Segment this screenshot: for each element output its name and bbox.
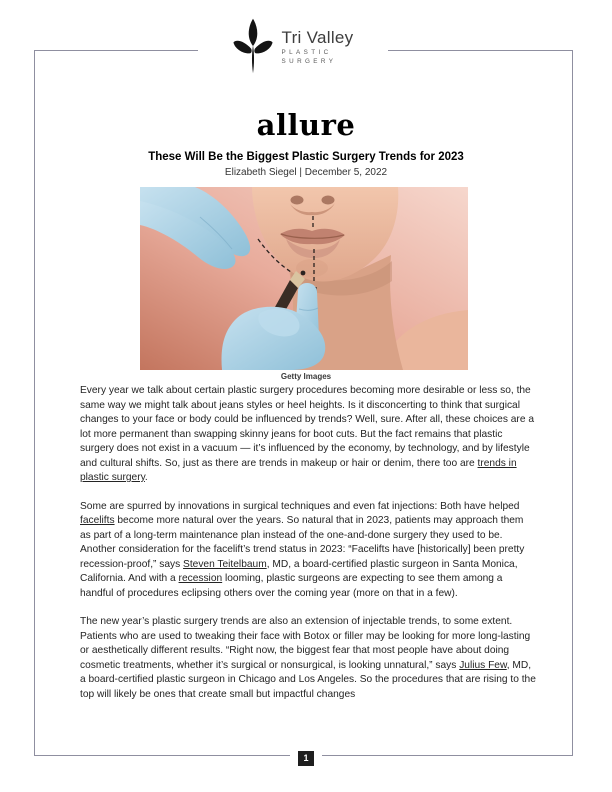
- logo-name: Tri Valley: [281, 27, 354, 47]
- inline-link[interactable]: Steven Teitelbaum: [183, 558, 267, 570]
- logo-sub-plastic: PLASTIC: [281, 48, 332, 56]
- clinic-logo: [198, 10, 388, 82]
- page-number-box: 1: [298, 751, 314, 766]
- text-run: Some are spurred by innovations in surgical techniques and even fat injections: Both have helped: [80, 500, 520, 512]
- article-title: These Will Be the Biggest Plastic Surgery Trends for 2023: [148, 151, 464, 163]
- page-number: [290, 746, 322, 770]
- article-body: [80, 384, 536, 716]
- inline-link[interactable]: recession: [178, 573, 223, 584]
- text-run: become more natural over the years. So natural that in 2023, patients may approach them as part of a long-term maintenance plan instead of the one-and-done surgery they used to be. Another consideration for the facelift’s trend status in 2023: “Facelifts have [historically] been pretty recession-proof,” says: [80, 515, 525, 570]
- inline-link[interactable]: facelifts: [80, 515, 115, 526]
- chin-marking-illustration: [140, 187, 468, 370]
- inline-link[interactable]: Julius Few: [459, 659, 507, 671]
- text-run: looming, plastic surgeons are expecting to see them among a handful of procedures eclipsing others over the coming year (more on that in a few).: [80, 573, 503, 599]
- photo-credit: Getty Images: [280, 372, 332, 381]
- article-paragraph: [80, 384, 536, 486]
- text-run: The new year’s plastic surgery trends are also an extension of injectable trends, to some extent. Patients who are used to tweaking their face with Botox or filler may be looking for more long-lasting or aesthetically different results. “Right now, the biggest fear that most people have about doing cosmetic treatments, whether it’s surgical or nonsurgical, is looking unnatural,” says: [80, 616, 531, 671]
- article-paragraph: [80, 500, 536, 602]
- lily-icon: [233, 16, 273, 76]
- text-run: , MD, a board-certified plastic surgeon in Santa Monica, California. And with a: [80, 558, 518, 584]
- text-run: .: [144, 472, 148, 483]
- text-run: , MD, a board-certified plastic surgeon in Chicago and Los Angeles. So the procedures that are rising to the top will likely be ones that create small but impactful changes: [80, 659, 536, 700]
- inline-link[interactable]: trends in plastic surgery: [80, 457, 517, 483]
- allure-masthead: allure: [256, 108, 356, 142]
- article-photo: [140, 187, 468, 370]
- text-run: Every year we talk about certain plastic surgery procedures becoming more desirable or less so, the same way we might talk about jeans styles or heel heights. Is it disconcerting to think that surgical changes to your face or body could be influenced by trends? Well, sure. After all, these choices are a lot more permanent than swapping skinny jeans for boot cuts. But the fact remains that plastic surgery does not exist in a vacuum — it’s influenced by the economy, by technology, and by lifestyle and cultural shifts. So, just as there are trends in makeup or hair or denim, there too are: [80, 385, 534, 469]
- article-byline: Elizabeth Siegel | December 5, 2022: [224, 167, 388, 178]
- article-paragraph: [80, 615, 536, 702]
- logo-text: [282, 28, 354, 65]
- logo-sub-surgery: SURGERY: [281, 57, 337, 65]
